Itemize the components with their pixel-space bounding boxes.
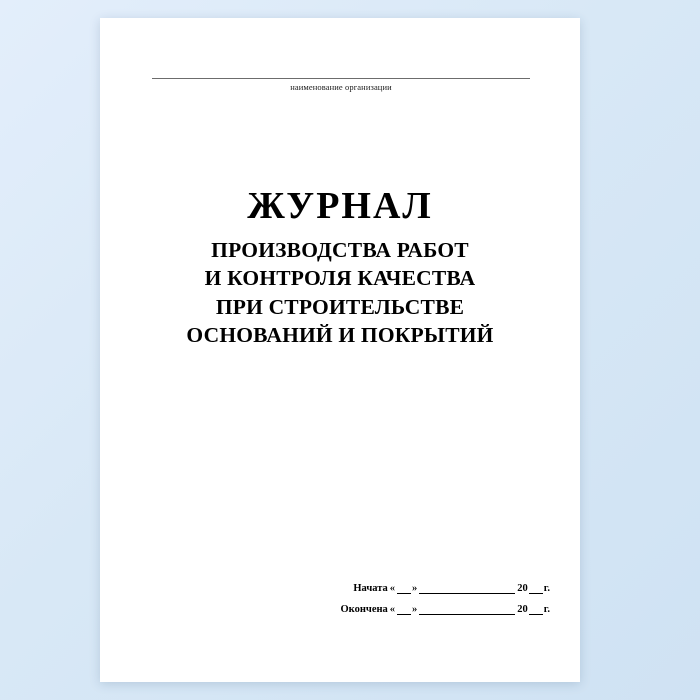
document-page bbox=[100, 18, 580, 682]
end-date-quote-close: » bbox=[412, 604, 418, 615]
start-date-month-blank[interactable] bbox=[419, 583, 515, 594]
end-date-year-prefix: 20 bbox=[517, 604, 528, 615]
start-date-year-blank[interactable] bbox=[529, 583, 543, 594]
end-date-day-blank[interactable] bbox=[397, 604, 411, 615]
document-subtitle bbox=[130, 236, 550, 350]
end-date-month-blank[interactable] bbox=[419, 604, 515, 615]
end-date-row bbox=[300, 604, 550, 615]
start-date-year-suffix: г. bbox=[543, 583, 550, 594]
start-date-quote-close: » bbox=[412, 583, 418, 594]
subtitle-line-2: И КОНТРОЛЯ КАЧЕСТВА bbox=[204, 266, 476, 291]
date-fields-block bbox=[300, 583, 550, 625]
page-title: ЖУРНАЛ bbox=[247, 185, 433, 227]
start-date-label: Начата bbox=[353, 583, 388, 594]
end-date-label: Окончена bbox=[340, 604, 388, 615]
subtitle-line-1: ПРОИЗВОДСТВА РАБОТ bbox=[211, 237, 469, 262]
start-date-row bbox=[300, 583, 550, 594]
end-date-quote-open: « bbox=[389, 604, 396, 615]
subtitle-line-4: ОСНОВАНИЙ И ПОКРЫТИЙ bbox=[186, 322, 494, 347]
organization-name-caption: наименование организации bbox=[290, 82, 392, 92]
end-date-year-blank[interactable] bbox=[529, 604, 543, 615]
organization-name-rule bbox=[152, 78, 530, 79]
end-date-year-suffix: г. bbox=[543, 604, 550, 615]
start-date-quote-open: « bbox=[389, 583, 396, 594]
start-date-day-blank[interactable] bbox=[397, 583, 411, 594]
subtitle-line-3: ПРИ СТРОИТЕЛЬСТВЕ bbox=[215, 294, 465, 319]
start-date-year-prefix: 20 bbox=[517, 583, 528, 594]
document-title-block bbox=[130, 186, 550, 349]
